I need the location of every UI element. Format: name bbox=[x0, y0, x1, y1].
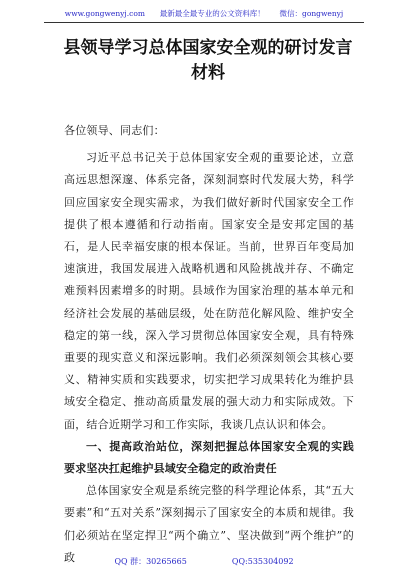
intro-paragraph: 习近平总书记关于总体国家安全观的重要论述，立意高远思想深邃、体系完备，深刻洞察时代发展大势，科学回应国家安全现实需求，为我们做好新时代国家安全工作提供了根本遵循和行动指南。国家安全是安邦定国的基石，是人民幸福安康的根本保证。当前，世界百年变局加速演进，我国发展进入战略机遇和风险挑战并存、不确定难预料因素增多的时期。县域作为国家治理的基本单元和经济社会发展的基础层级，处在防范化解风险、维护安全稳定的第一线，深入学习贯彻总体国家安全观，具有特殊重要的现实意义和深远影响。我们必须深刻领会其核心要义、精神实质和实践要求，切实把学习成果转化为维护县域安全稳定、推动高质量发展的强大动力和实际成效。下面，结合近期学习和工作实际，我谈几点认识和体会。 bbox=[64, 151, 354, 431]
header-slogan: 最新最全最专业的公文资料库！ bbox=[159, 9, 265, 18]
footer-qq-group: QQ 群：30265665 bbox=[114, 557, 187, 566]
section-paragraph: 总体国家安全观是系统完整的科学理论体系，其“五大要素”和“五对关系”深刻揭示了国家安全的本质和规律。我们必须站在坚定捍卫“两个确立”、坚决做到“两个维护”的政 bbox=[64, 484, 354, 564]
document-title: 县领导学习总体国家安全观的研讨发言材料 bbox=[63, 38, 353, 83]
header-divider bbox=[44, 22, 364, 23]
footer-qq: QQ:535304092 bbox=[231, 557, 294, 566]
document-body bbox=[64, 120, 354, 569]
header-site-url[interactable]: www.gongwenyj.com bbox=[64, 9, 145, 18]
section-heading: 一、提高政治站位，深刻把握总体国家安全观的实践要求坚决扛起维护县域安全稳定的政治责任 bbox=[64, 439, 354, 476]
page-header bbox=[0, 8, 408, 19]
salutation: 各位领导、同志们： bbox=[64, 124, 165, 137]
page-footer bbox=[0, 556, 408, 567]
header-wechat: 微信：gongwenyj bbox=[279, 9, 344, 18]
